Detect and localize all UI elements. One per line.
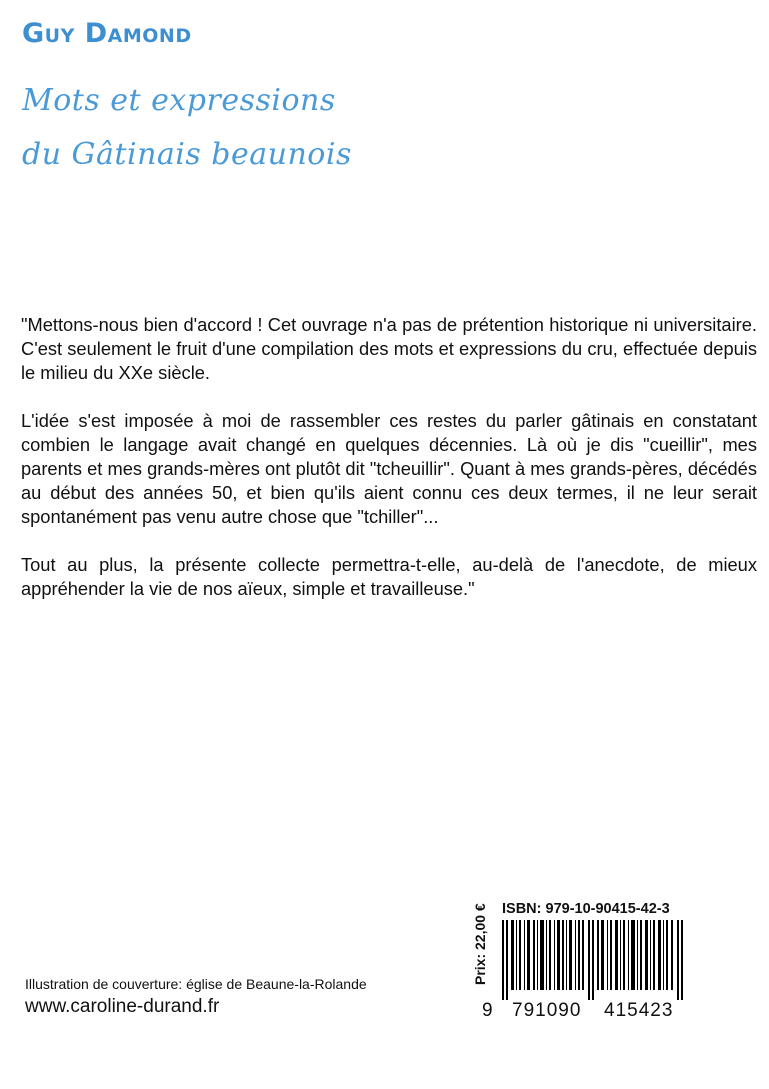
blurb-paragraph-2: L'idée s'est imposée à moi de rassembler ces restes du parler gâtinais en constatant combien le langage avait changé en quelques décennies. Là où je dis "cueillir", mes parents et mes grands-mères ont plutôt dit "tcheuillir". Quant à mes grands-pères, décédés au début des années 50, et bien qu'ils aient connu ces deux termes, il ne leur serait spontanément pas venu autre chose que "tchiller"...: [21, 410, 757, 527]
barcode-image: [500, 920, 686, 1000]
isbn-label: ISBN: 979-10-90415-42-3: [502, 901, 670, 917]
cover-illustration-credit: Illustration de couverture: église de Beaune-la-Rolande: [25, 976, 367, 992]
author-name: Guy Damond: [22, 18, 192, 49]
back-cover-blurb: [21, 313, 757, 625]
blurb-paragraph-1: "Mettons-nous bien d'accord ! Cet ouvrage n'a pas de prétention historique ni universitaire. C'est seulement le fruit d'une compilation des mots et expressions du cru, effectuée depuis le milieu du XXe siècle.: [21, 314, 757, 383]
barcode-digits-right: 415423: [604, 1000, 674, 1021]
blurb-paragraph-3: Tout au plus, la présente collecte permettra-t-elle, au-delà de l'anecdote, de mieux appréhender la vie de nos aïeux, simple et travailleuse.": [21, 554, 757, 599]
barcode-digit-first: 9: [482, 1000, 493, 1021]
barcode-digits-left: 791090: [512, 1000, 582, 1021]
price-label: Prix: 22,00 €: [472, 903, 488, 985]
book-title-line-1: Mots et expressions: [22, 83, 336, 118]
publisher-website: www.caroline-durand.fr: [25, 996, 220, 1017]
book-title-line-2: du Gâtinais beaunois: [22, 137, 352, 172]
